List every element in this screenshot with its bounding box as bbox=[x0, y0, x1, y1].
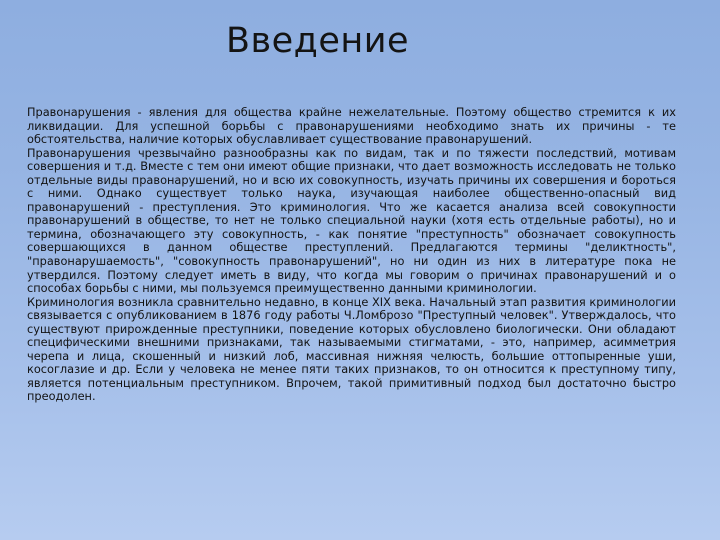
slide-body bbox=[27, 106, 676, 404]
slide-title: Введение bbox=[226, 21, 410, 61]
paragraph-3: Криминология возникла сравнительно недавно, в конце XIX века. Начальный этап развития криминологии связывается с опубликованием в 1876 году работы Ч.Ломброзо "Преступный человек". Утверждалось, что существуют прирожденные преступники, поведение которых обусловлено биологически. Они обладают специфическими внешними признаками, так называемыми стигматами, - это, например, асимметрия черепа и лица, скошенный и низкий лоб, массивная нижняя челюсть, большие оттопыренные уши, косоглазие и др. Если у человека не менее пяти таких признаков, то он относится к преступному типу, является потенциальным преступником. Впрочем, такой примитивный подход был достаточно быстро преодолен. bbox=[27, 294, 676, 404]
paragraph-1: Правонарушения - явления для общества крайне нежелательные. Поэтому общество стремится к их ликвидации. Для успешной борьбы с правонарушениями необходимо знать их причины - те обстоятельства, наличие которых обуславливает существование правонарушений. bbox=[27, 105, 676, 147]
paragraph-2: Правонарушения чрезвычайно разнообразны как по видам, так и по тяжести последствий, мотивам совершения и т.д. Вместе с тем они имеют общие признаки, что дает возможность исследовать не только отдельные виды правонарушений, но и всю их совокупность, изучать причины их совершения и бороться с ними. Однако существует только наука, изучающая наиболее общественно-опасный вид правонарушений - преступления. Это криминология. Что же касается анализа всей совокупности правонарушений в обществе, то нет не только специальной науки (хотя есть отдельные работы), но и термина, обозначающего эту совокупность, - как понятие "преступность" обозначает совокупность совершающихся в данном обществе преступлений. Предлагаются термины "деликтность", "правонарушаемость", "совокупность правонарушений", но ни один из них в литературе пока не утвердился. Поэтому следует иметь в виду, что когда мы говорим о причинах правонарушений и о способах борьбы с ними, мы пользуемся преимущественно данными криминологии. bbox=[27, 145, 676, 296]
